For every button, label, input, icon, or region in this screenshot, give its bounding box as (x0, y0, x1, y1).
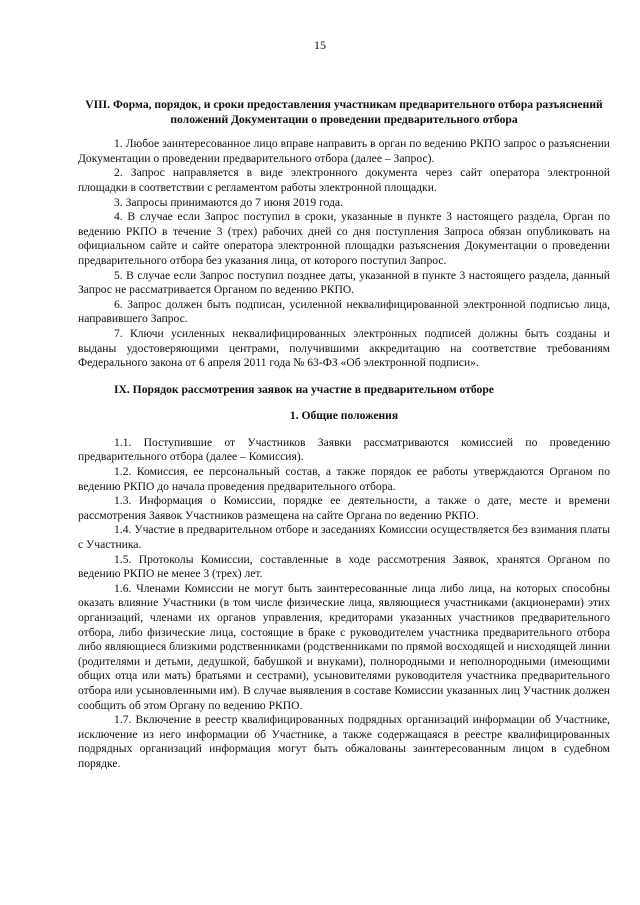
paragraph: 1.6. Членами Комиссии не могут быть заинтересованные лица либо лица, на которых способны оказать влияние Участники (в том числе физические лица, являющиеся участниками (акционерами) этих организаций, членами их органов управления, кредиторами указанных участников предварительного отбора, либо физические лица, состоящие в браке с руководителем участника предварительного отбора либо являющиеся близкими родственниками (родственниками по прямой восходящей и нисходящей линии (родителями и детьми, дедушкой, бабушкой и внуками), полнородными и неполнородными (имеющими общих отца или мать) братьями и сестрами), усыновителями руководителя участника предварительного отбора или усыновленными им). В случае выявления в составе Комиссии указанных лиц Участник должен сообщить об этом Органу по ведению РКПО. (78, 581, 610, 712)
paragraph: 1.1. Поступившие от Участников Заявки рассматриваются комиссией по проведению предварительного отбора (далее – Комиссия). (78, 435, 610, 464)
paragraph: 1.7. Включение в реестр квалифицированных подрядных организаций информации об Участнике, исключение из него информации об Участнике, а также содержащаяся в реестре квалифицированных подрядных организаций информация могут быть обжалованы заинтересованным лицом в судебном порядке. (78, 713, 610, 770)
section-9-heading: IX. Порядок рассмотрения заявок на участие в предварительном отборе (114, 382, 494, 396)
document-body (78, 98, 610, 772)
paragraph: 6. Запрос должен быть подписан, усиленной неквалифицированной электронной подписью лица, направившего Запрос. (78, 297, 610, 326)
subsection-heading: 1. Общие положения (289, 409, 399, 423)
section-8-heading: VIII. Форма, порядок, и сроки предоставления участникам предварительного отбора разъяснений положений Документации о проведении предварительного отбора (85, 98, 603, 126)
paragraph: 1.3. Информация о Комиссии, порядке ее деятельности, а также о дате, месте и времени рассмотрения Заявок Участников размещена на сайте Органа по ведению РКПО. (78, 494, 610, 522)
page-number: 15 (314, 38, 326, 52)
section-9-paragraphs (78, 436, 610, 772)
paragraph: 1.4. Участие в предварительном отборе и заседаниях Комиссии осуществляется без взимания платы с Участника. (78, 523, 610, 552)
paragraph: 3. Запросы принимаются до 7 июня 2019 года. (114, 195, 343, 209)
section-8-paragraphs (78, 137, 610, 371)
paragraph: 1. Любое заинтересованное лицо вправе направить в орган по ведению РКПО запрос о разъяснении Документации о проведении предварительного отбора (далее – Запрос). (78, 137, 610, 165)
paragraph: 4. В случае если Запрос поступил в сроки, указанные в пункте 3 настоящего раздела, Орган по ведению РКПО в течение 3 (трех) рабочих дней со дня поступления Запроса обязан опубликовать на официальном сайте и сайте оператора электронной площадки разъяснения Документации о проведении предварительного отбора без указания лица, от которого поступил Запрос. (78, 210, 610, 267)
paragraph: 1.2. Комиссия, ее персональный состав, а также порядок ее работы утверждаются Органом по ведению РКПО до начала проведения предварительного отбора. (78, 465, 610, 493)
paragraph: 2. Запрос направляется в виде электронного документа через сайт оператора электронной площадки в соответствии с регламентом работы электронной площадки. (78, 166, 610, 194)
paragraph: 1.5. Протоколы Комиссии, составленные в ходе рассмотрения Заявок, хранятся Органом по ведению РКПО не менее 3 (трех) лет. (78, 552, 610, 581)
paragraph: 7. Ключи усиленных неквалифицированных электронных подписей должны быть созданы и выданы удостоверяющими центрами, получившими аккредитацию на соответствие требованиям Федерального закона от 6 апреля 2011 года № 63-ФЗ «Об электронной подписи». (78, 326, 610, 370)
paragraph: 5. В случае если Запрос поступил позднее даты, указанной в пункте 3 настоящего раздела, данный Запрос не рассматривается Органом по ведению РКПО. (78, 268, 610, 297)
